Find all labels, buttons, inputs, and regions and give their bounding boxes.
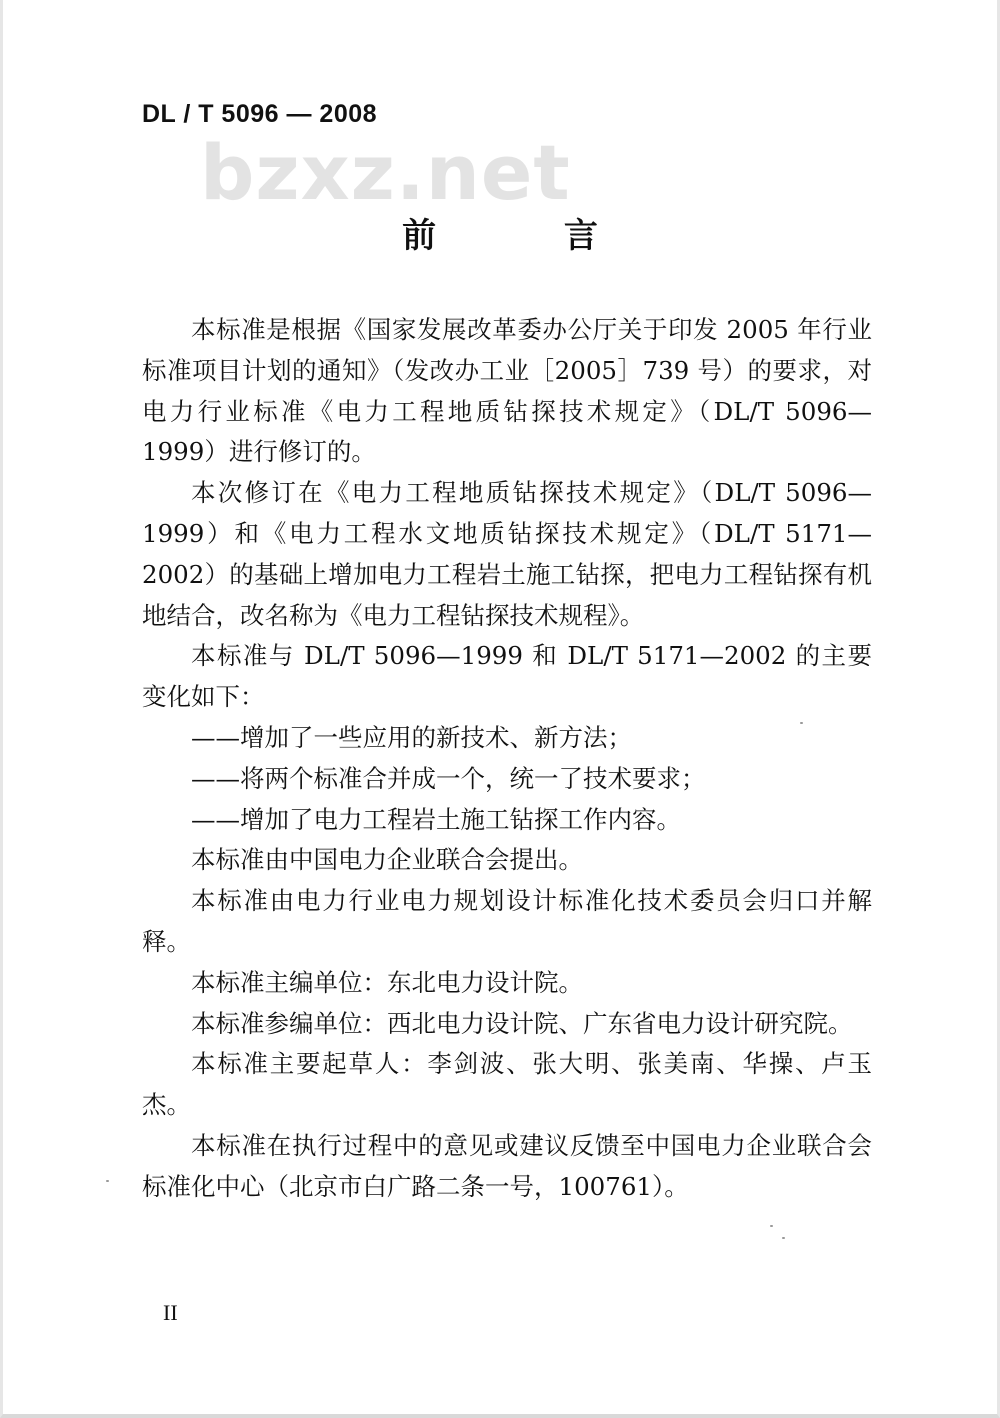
scan-speck: [770, 1225, 773, 1227]
paragraph-revision-scope: 本次修订在《电力工程地质钻探技术规定》（DL/T 5096—1999）和《电力工程水文地质钻探技术规定》（DL/T 5171—2002）的基础上增加电力工程岩土施工钻探，把电力工程钻探有机地结合，改名称为《电力工程钻探技术规程》。: [142, 478, 872, 630]
watermark: bzxz.net: [200, 128, 571, 217]
scan-speck: [800, 722, 803, 724]
paragraph-drafters: 本标准主要起草人：李剑波、张大明、张美南、华操、卢玉杰。: [142, 1049, 872, 1120]
paragraph-participating-units: 本标准参编单位：西北电力设计院、广东省电力设计研究院。: [191, 1008, 853, 1038]
change-item: ——增加了电力工程岩土施工钻探工作内容。: [191, 804, 681, 834]
change-item: ——将两个标准合并成一个，统一了技术要求；: [191, 763, 706, 793]
scan-speck: [782, 1237, 785, 1239]
scan-speck: [106, 1180, 109, 1182]
paragraph-feedback: 本标准在执行过程中的意见或建议反馈至中国电力企业联合会标准化中心（北京市白广路二条一号，100761）。: [142, 1130, 872, 1201]
paragraph-chief-editor: 本标准主编单位：东北电力设计院。: [191, 967, 583, 997]
change-item: ——增加了一些应用的新技术、新方法；: [191, 722, 632, 752]
paragraph-basis: 本标准是根据《国家发展改革委办公厅关于印发 2005 年行业标准项目计划的通知》（发改办工业［2005］739 号）的要求，对电力行业标准《电力工程地质钻探技术规定》（DL/T 5096—1999）进行修订的。: [142, 315, 872, 467]
paragraph-proposer: 本标准由中国电力企业联合会提出。: [191, 845, 583, 875]
preface-body: [142, 310, 872, 1208]
standard-code: DL / T 5096 — 2008: [142, 100, 378, 128]
page-number: II: [163, 1300, 178, 1325]
paragraph-main-changes: 本标准与 DL/T 5096—1999 和 DL/T 5171—2002 的主要变化如下：: [142, 641, 872, 712]
page-title: 前 言: [402, 216, 656, 256]
paragraph-responsible-committee: 本标准由电力行业电力规划设计标准化技术委员会归口并解释。: [142, 886, 872, 956]
